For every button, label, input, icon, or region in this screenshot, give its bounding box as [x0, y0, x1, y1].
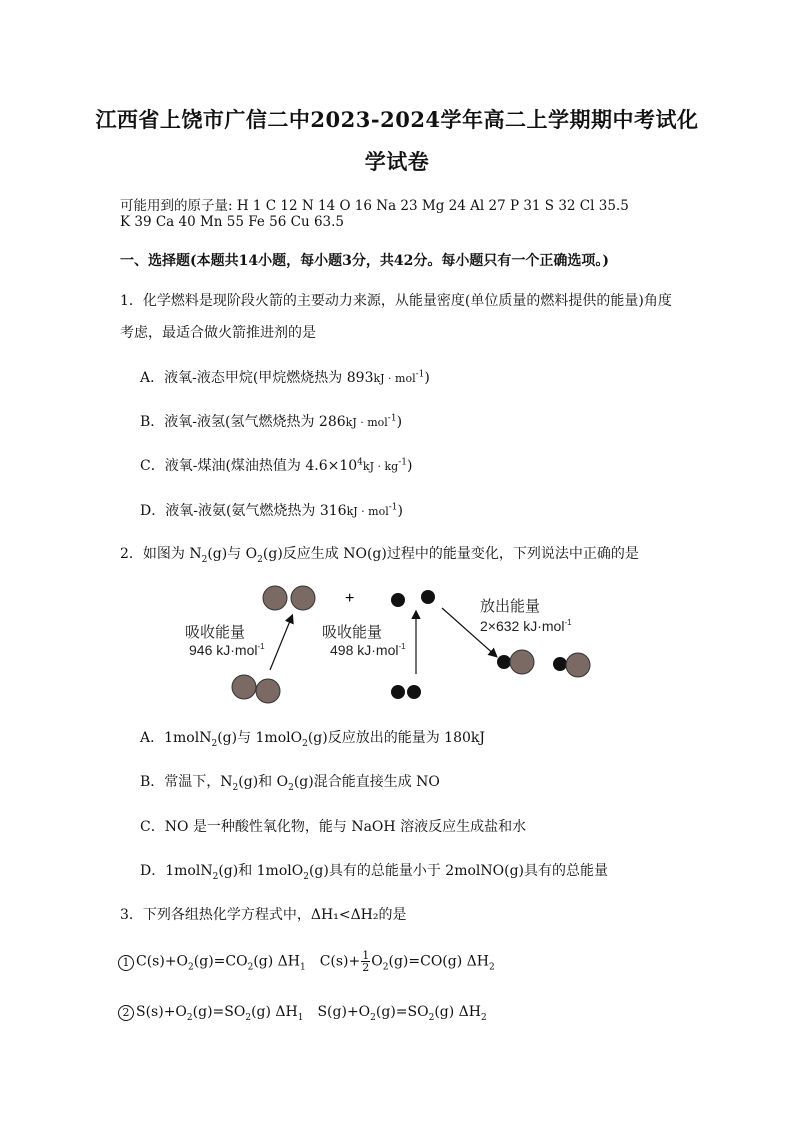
- section-heading: 一、选择题(本题共14小题，每小题3分，共42分。每小题只有一个正确选项。): [120, 253, 609, 269]
- absorb-label-2: 吸收能量: [322, 623, 383, 641]
- n-atom: [291, 586, 315, 610]
- no-n-atom: [510, 650, 534, 674]
- absorb-label-1: 吸收能量: [185, 623, 246, 641]
- q2-option-c: C．NO 是一种酸性氧化物，能与 NaOH 溶液反应生成盐和水: [140, 819, 527, 835]
- q2-option-a: A．1molN$_2$(g)与 1molO$_2$(g)反应放出的能量为 180kJ: [140, 730, 485, 749]
- q3-stem: 3．下列各组热化学方程式中，ΔH₁<ΔH₂的是: [120, 907, 407, 923]
- q2-option-b: B．常温下，$N_2(g)$和 $O_2(g)$混合能直接生成 NO: [140, 774, 440, 793]
- arrow-n2-dissociation: [270, 616, 292, 670]
- n-atom: [263, 586, 287, 610]
- no-n-atom: [566, 653, 590, 677]
- q1-stem-line2: 考虑，最适合做火箭推进剂的是: [120, 325, 316, 341]
- absorb-value-1: 946 kJ·mol$^{-1}$: [189, 642, 265, 658]
- plus-sign: +: [345, 590, 355, 607]
- circled-number-2: 2: [118, 1005, 134, 1021]
- atomic-mass-line2: K 39 Ca 40 Mn 55 Fe 56 Cu 63.5: [120, 214, 345, 230]
- fraction-one-half: $\frac{1}{2}$: [362, 949, 370, 974]
- release-value: 2×632 kJ·mol$^{-1}$: [480, 618, 572, 634]
- exam-title-line2: 学试卷: [364, 149, 430, 174]
- q2-option-d: D．1molN$_2$(g)和 1molO$_2$(g)具有的总能量小于 2molNO(g)具有的总能量: [140, 863, 608, 882]
- n2-atom: [232, 675, 256, 699]
- o-atom: [421, 590, 435, 604]
- q1-option-c: C．液氧-煤油(煤油热值为 $4.6\times 10^4kJ \cdot kg^{-1}$): [140, 457, 413, 474]
- q1-option-a: A．液氧-液态甲烷(甲烷燃烧热为 893kJ · mol$^{-1}$): [140, 369, 430, 386]
- o2-atom: [407, 685, 421, 699]
- atomic-mass-line1: 可能用到的原子量: H 1 C 12 N 14 O 16 Na 23 Mg 24 Al 27 P 31 S 32 Cl 35.5: [120, 198, 629, 214]
- absorb-value-2: 498 kJ·mol$^{-1}$: [330, 642, 406, 658]
- energy-diagram: [170, 580, 610, 710]
- q3-equation-2: 2 $S(s)+O_2(g)=SO_2(g)$ $\Delta H_1$ $S(g)+O_2(g)=SO_2(g)$ $\Delta H_2$: [118, 1004, 487, 1023]
- q3-equation-1: 1 $C(s)+O_2(g)=CO_2(g)$ $\Delta H_1$ C(s)+ $\frac{1}{2}$ $O_2(g)=CO(g)$ $\Delta H_2$: [118, 950, 495, 973]
- o-atom: [391, 593, 405, 607]
- o2-atom: [391, 685, 405, 699]
- q1-option-b: B．液氧-液氢(氢气燃烧热为 286kJ · mol$^{-1}$): [140, 413, 403, 430]
- no-o-atom: [497, 655, 511, 669]
- exam-title-line1: 江西省上饶市广信二中2023-2024学年高二上学期期中考试化: [95, 107, 699, 132]
- no-o-atom: [553, 657, 567, 671]
- release-label: 放出能量: [480, 597, 541, 615]
- q1-stem-line1: 1．化学燃料是现阶段火箭的主要动力来源，从能量密度(单位质量的燃料提供的能量)角度: [120, 293, 672, 309]
- n2-atom: [256, 679, 280, 703]
- q2-stem: 2．如图为 $N_2(g)$与 $O_2(g)$反应生成 NO(g)过程中的能量变化，下列说法中正确的是: [120, 546, 639, 565]
- circled-number-1: 1: [118, 955, 134, 971]
- q1-option-d: D．液氧-液氨(氨气燃烧热为 316kJ · mol$^{-1}$): [140, 502, 403, 519]
